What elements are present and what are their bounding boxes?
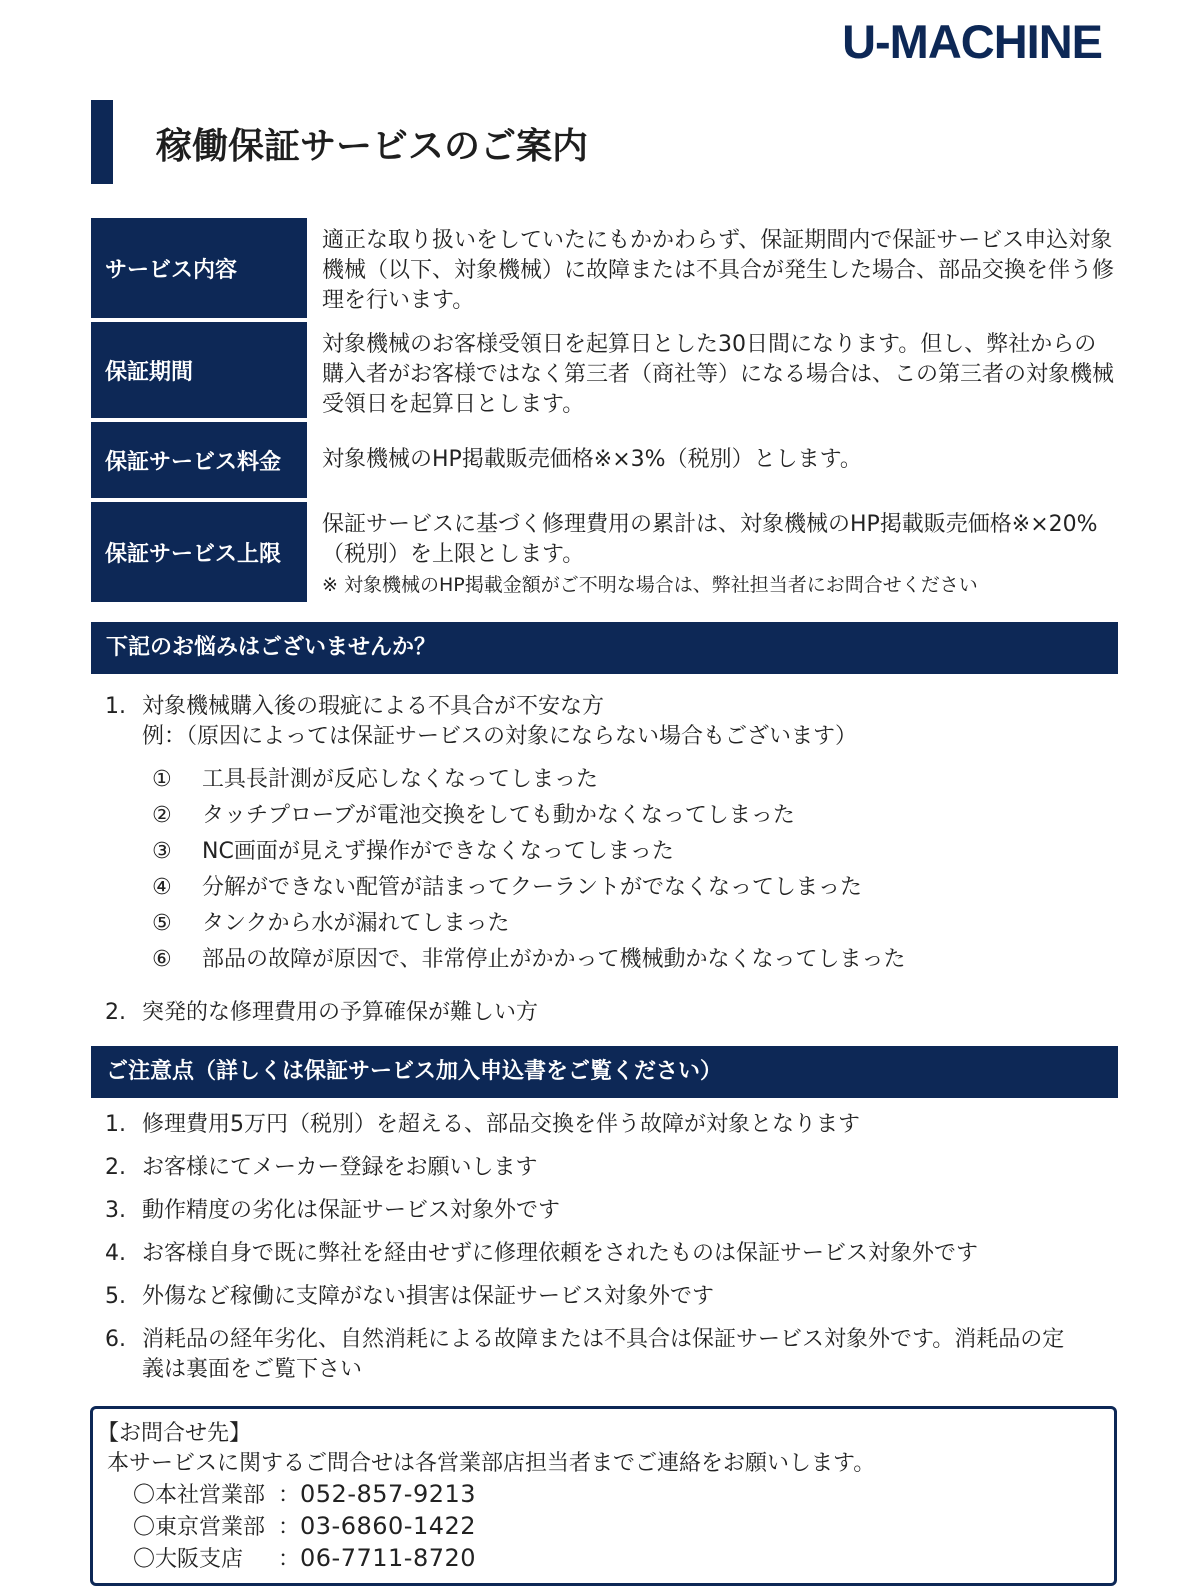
list-number: 1. — [105, 694, 126, 719]
office-phone: 06-7711-8720 — [300, 1544, 477, 1572]
list-item — [105, 1282, 1064, 1325]
concerns-header: 下記のお悩みはございませんか？ — [91, 622, 1118, 674]
example-text: 工具長計測が反応しなくなってしまった — [202, 767, 599, 792]
list-number: 3. — [105, 1198, 126, 1223]
list-item — [105, 998, 906, 1028]
page-title: 稼働保証サービスのご案内 — [156, 126, 589, 167]
list-item — [105, 1153, 1064, 1196]
info-label: 保証期間 — [91, 322, 307, 418]
info-value: 適正な取り扱いをしていたにもかかわらず、保証期間内で保証サービス申込対象機械（以下、対象機械）に故障または不具合が発生した場合、部品交換を伴う修理を行います。 — [322, 228, 1115, 313]
list-item — [105, 1325, 1064, 1355]
example-note: 例：（原因によっては保証サービスの対象にならない場合もございます） — [142, 724, 858, 749]
contact-title: 【お問合せ先】 — [97, 1421, 252, 1446]
info-row-fee — [91, 422, 1116, 498]
office-name: 〇大阪支店 — [133, 1547, 244, 1572]
office-name: 〇本社営業部 — [133, 1483, 266, 1508]
info-value: 対象機械のHP掲載販売価格※×3%（税別）とします。 — [322, 447, 862, 472]
list-text: お客様自身で既に弊社を経由せずに修理依頼をされたものは保証サービス対象外です — [142, 1241, 979, 1266]
notes-header: ご注意点（詳しくは保証サービス加入申込書をご覧ください） — [91, 1046, 1118, 1098]
office-separator: ： — [278, 1483, 301, 1508]
example-item — [152, 942, 906, 978]
example-mark: ③ — [152, 839, 172, 864]
info-value: 対象機械のお客様受領日を起算日とした30日間になります。但し、弊社からの購入者がお客様ではなく第三者（商社等）になる場合は、この第三者の対象機械受領日を起算日とします。 — [322, 332, 1115, 417]
office-phone: 03-6860-1422 — [300, 1512, 477, 1540]
list-number: 4. — [105, 1241, 126, 1266]
list-text: 消耗品の経年劣化、自然消耗による故障または不具合は保証サービス対象外です。消耗品の定 — [142, 1327, 1065, 1352]
list-number: 2. — [105, 1000, 126, 1025]
office-separator: ： — [278, 1515, 301, 1540]
service-info-table — [91, 218, 1116, 606]
example-text: NC画面が見えず操作ができなくなってしまった — [202, 839, 674, 864]
contact-office — [97, 1543, 1114, 1575]
example-item — [152, 834, 906, 870]
office-separator: ： — [278, 1547, 301, 1572]
list-item — [105, 1239, 1064, 1282]
example-mark: ① — [152, 767, 172, 792]
example-mark: ⑤ — [152, 911, 172, 936]
list-number: 5. — [105, 1284, 126, 1309]
contact-office — [97, 1479, 1114, 1511]
company-logo: U-MACHINE — [842, 15, 1102, 68]
example-text: タッチプローブが電池交換をしても動かなくなってしまった — [202, 803, 795, 828]
example-list — [105, 762, 906, 978]
contact-intro: 本サービスに関するご問合せは各営業部店担当者までご連絡をお願いします。 — [107, 1451, 876, 1476]
list-number: 2. — [105, 1155, 126, 1180]
list-text: 対象機械購入後の瑕疵による不具合が不安な方 — [142, 694, 605, 719]
list-text: お客様にてメーカー登録をお願いします — [142, 1155, 538, 1180]
example-mark: ⑥ — [152, 947, 172, 972]
example-mark: ④ — [152, 875, 172, 900]
list-text: 突発的な修理費用の予算確保が難しい方 — [142, 1000, 539, 1025]
info-row-service — [91, 218, 1116, 318]
info-value — [307, 502, 1116, 602]
list-item — [105, 1110, 1064, 1153]
title-accent-bar — [91, 100, 113, 184]
example-item — [152, 798, 906, 834]
info-label: 保証サービス上限 — [91, 502, 307, 602]
notes-list — [105, 1110, 1064, 1385]
example-item — [152, 906, 906, 942]
info-row-period — [91, 322, 1116, 418]
list-item — [105, 692, 906, 722]
list-text: 動作精度の劣化は保証サービス対象外です — [142, 1198, 561, 1223]
contact-box — [90, 1406, 1117, 1586]
list-number: 1. — [105, 1112, 126, 1137]
list-text-continued: 義は裏面をご覧下さい — [142, 1357, 363, 1382]
office-name: 〇東京営業部 — [133, 1515, 266, 1540]
list-text: 修理費用5万円（税別）を超える、部品交換を伴う故障が対象となります — [142, 1112, 860, 1137]
example-item — [152, 870, 906, 906]
example-text: タンクから水が漏れてしまった — [202, 911, 510, 936]
info-label: サービス内容 — [91, 218, 307, 318]
list-item — [105, 1196, 1064, 1239]
office-phone: 052-857-9213 — [300, 1480, 477, 1508]
example-text: 分解ができない配管が詰まってクーラントがでなくなってしまった — [202, 875, 863, 900]
info-value-text: 保証サービスに基づく修理費用の累計は、対象機械のHP掲載販売価格※×20%（税別）を上限とします。 — [322, 512, 1098, 567]
list-number: 6. — [105, 1327, 126, 1352]
example-mark: ② — [152, 803, 172, 828]
list-text: 外傷など稼働に支障がない損害は保証サービス対象外です — [142, 1284, 715, 1309]
info-label: 保証サービス料金 — [91, 422, 307, 498]
example-text: 部品の故障が原因で、非常停止がかかって機械動かなくなってしまった — [202, 947, 906, 972]
example-item — [152, 762, 906, 798]
contact-office — [97, 1511, 1114, 1543]
info-value-note: ※ 対象機械のHP掲載金額がご不明な場合は、弊社担当者にお問合せください — [322, 574, 978, 596]
concerns-list — [105, 692, 906, 1028]
info-row-limit — [91, 502, 1116, 602]
